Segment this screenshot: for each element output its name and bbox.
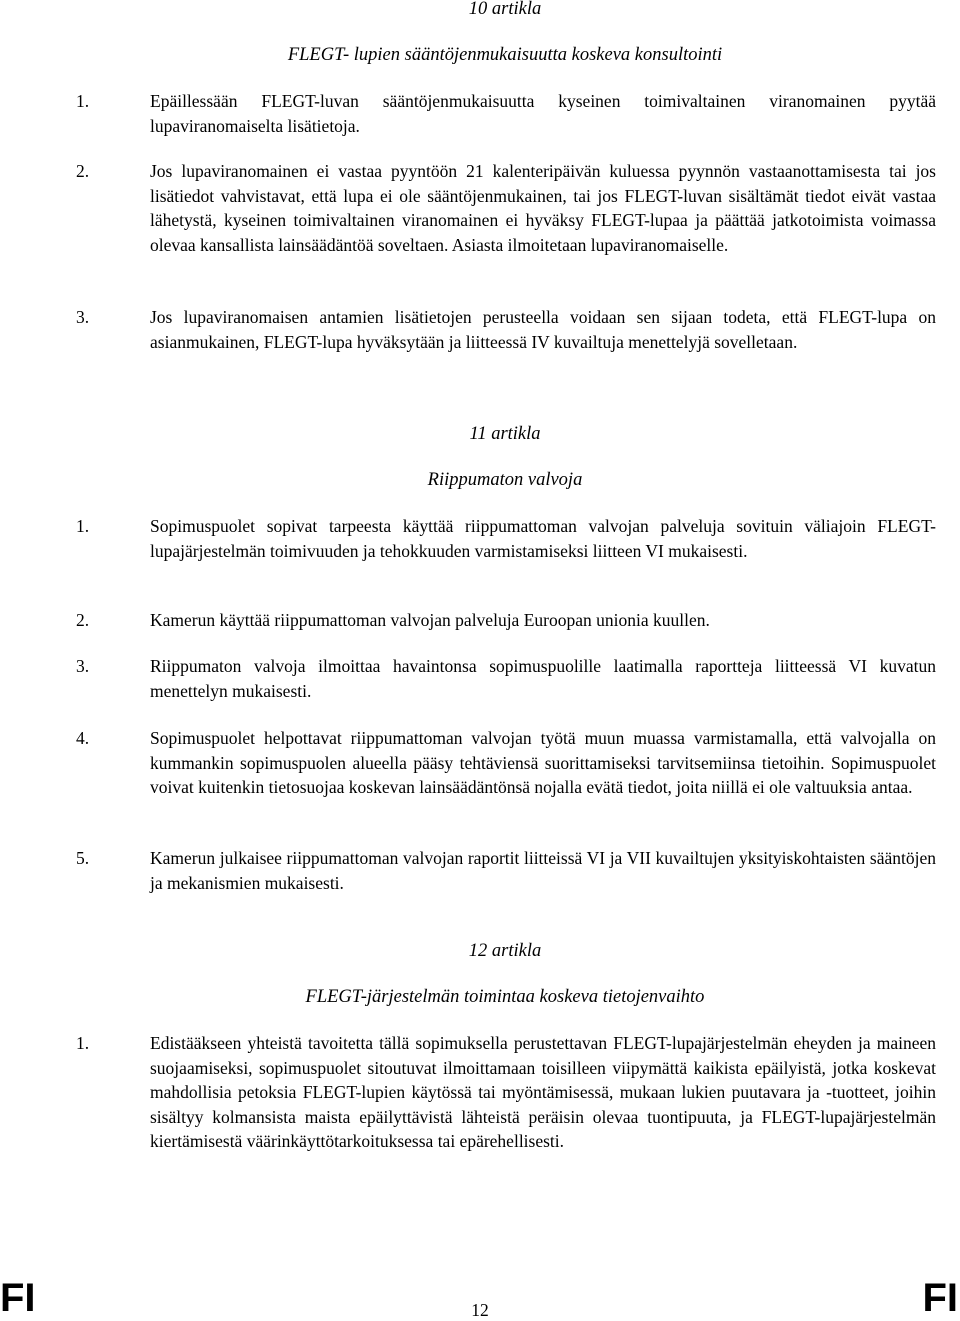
article-11-para-4-number: 4.: [76, 728, 90, 748]
article-12-para-1-number: 1.: [76, 1033, 90, 1053]
article-11-title: Riippumaton valvoja: [427, 470, 583, 490]
article-11-para-1-number: 1.: [76, 516, 90, 536]
article-10-number: 10 artikla: [468, 0, 542, 19]
article-11-para-2-text: Kamerun käyttää riippumattoman valvojan palveluja Euroopan unionia kuullen.: [150, 610, 710, 630]
article-12-para-1-text: Edistääkseen yhteistä tavoitetta tällä sopimuksella perustettavan FLEGT-lupajärjestelmän eheyden ja maineen suojaamiseksi, sopimuspuolet sitoutuvat ilmoittamaan toisilleen viipymättä kaikista epäilyistä, jotka koskevat mahdollisia petoksia FLEGT-lupien käytössä tai myöntämisessä, mukaan lukien puutavara ja -tuotteet, joihin sisältyy kolmansista maista epäilyttävistä lähteistä peräisin olevaa tuontipuuta, ja FLEGT-lupajärjestelmän kiertämisestä väärinkäyttötarkoituksessa tai epärehellisesti.: [150, 1033, 936, 1152]
article-11-para-1-text: Sopimuspuolet sopivat tarpeesta käyttää riippumattoman valvojan palveluja sovituin väliajoin FLEGT-lupajärjestelmän toimivuuden ja tehokkuuden varmistamiseksi liitteen VI mukaisesti.: [150, 516, 936, 561]
footer-language-right: FI: [922, 1276, 958, 1320]
article-11-para-4-text: Sopimuspuolet helpottavat riippumattoman valvojan työtä muun muassa varmistamalla, että valvojalla on kummankin sopimuspuolen alueella pääsy tehtäviensä suorittamiseksi tarvitsemiinsa tietoihin. Sopimuspuolet voivat kuitenkin tietosuojaa koskevan lainsäädäntönsä nojalla evätä tiedot, joita niillä ei ole valtuuksia antaa.: [150, 728, 936, 798]
article-11-para-5-number: 5.: [76, 848, 90, 868]
article-12-number: 12 artikla: [468, 941, 542, 961]
article-10-para-3-text: Jos lupaviranomaisen antamien lisätietojen perusteella voidaan sen sijaan todeta, että FLEGT-lupa on asianmukainen, FLEGT-lupa hyväksytään ja liitteessä IV kuvailtuja menettelyjä sovelletaan.: [150, 307, 936, 352]
article-10-title: FLEGT- lupien sääntöjenmukaisuutta koskeva konsultointi: [287, 45, 723, 65]
article-11-para-5-text: Kamerun julkaisee riippumattoman valvojan raportit liitteissä VI ja VII kuvailtujen yksityiskohtaisten sääntöjen ja mekanismien mukaisesti.: [150, 848, 936, 893]
article-10-para-1-text: Epäillessään FLEGT-luvan sääntöjenmukaisuutta kyseinen toimivaltainen viranomainen pyytää lupaviranomaiselta lisätietoja.: [150, 91, 936, 136]
article-11-para-2-number: 2.: [76, 610, 90, 630]
article-11-para-3-number: 3.: [76, 656, 90, 676]
article-11-para-3-text: Riippumaton valvoja ilmoittaa havaintonsa sopimuspuolille laatimalla raportteja liitteessä VI kuvatun menettelyn mukaisesti.: [150, 656, 936, 701]
article-10-para-2-number: 2.: [76, 161, 90, 181]
article-10-para-1-number: 1.: [76, 91, 90, 111]
footer-page-number: 12: [471, 1300, 489, 1320]
article-10-para-2-text: Jos lupaviranomainen ei vastaa pyyntöön 21 kalenteripäivän kuluessa pyynnön vastaanottamisesta tai jos lisätiedot vahvistavat, että lupa ei ole sääntöjenmukainen, tai jos FLEGT-luvan sisältämät tiedot eivät vastaa lähetystä, kyseinen toimivaltainen viranomainen ei hyväksy FLEGT-lupaa ja päättää jatkotoimista voimassa olevaa kansallista lainsäädäntöä soveltaen. Asiasta ilmoitetaan lupaviranomaiselle.: [150, 161, 936, 255]
article-10-para-3-number: 3.: [76, 307, 90, 327]
footer-language-left: FI: [0, 1276, 36, 1320]
article-12-title: FLEGT-järjestelmän toimintaa koskeva tietojenvaihto: [305, 987, 705, 1007]
article-11-number: 11 artikla: [469, 424, 541, 444]
